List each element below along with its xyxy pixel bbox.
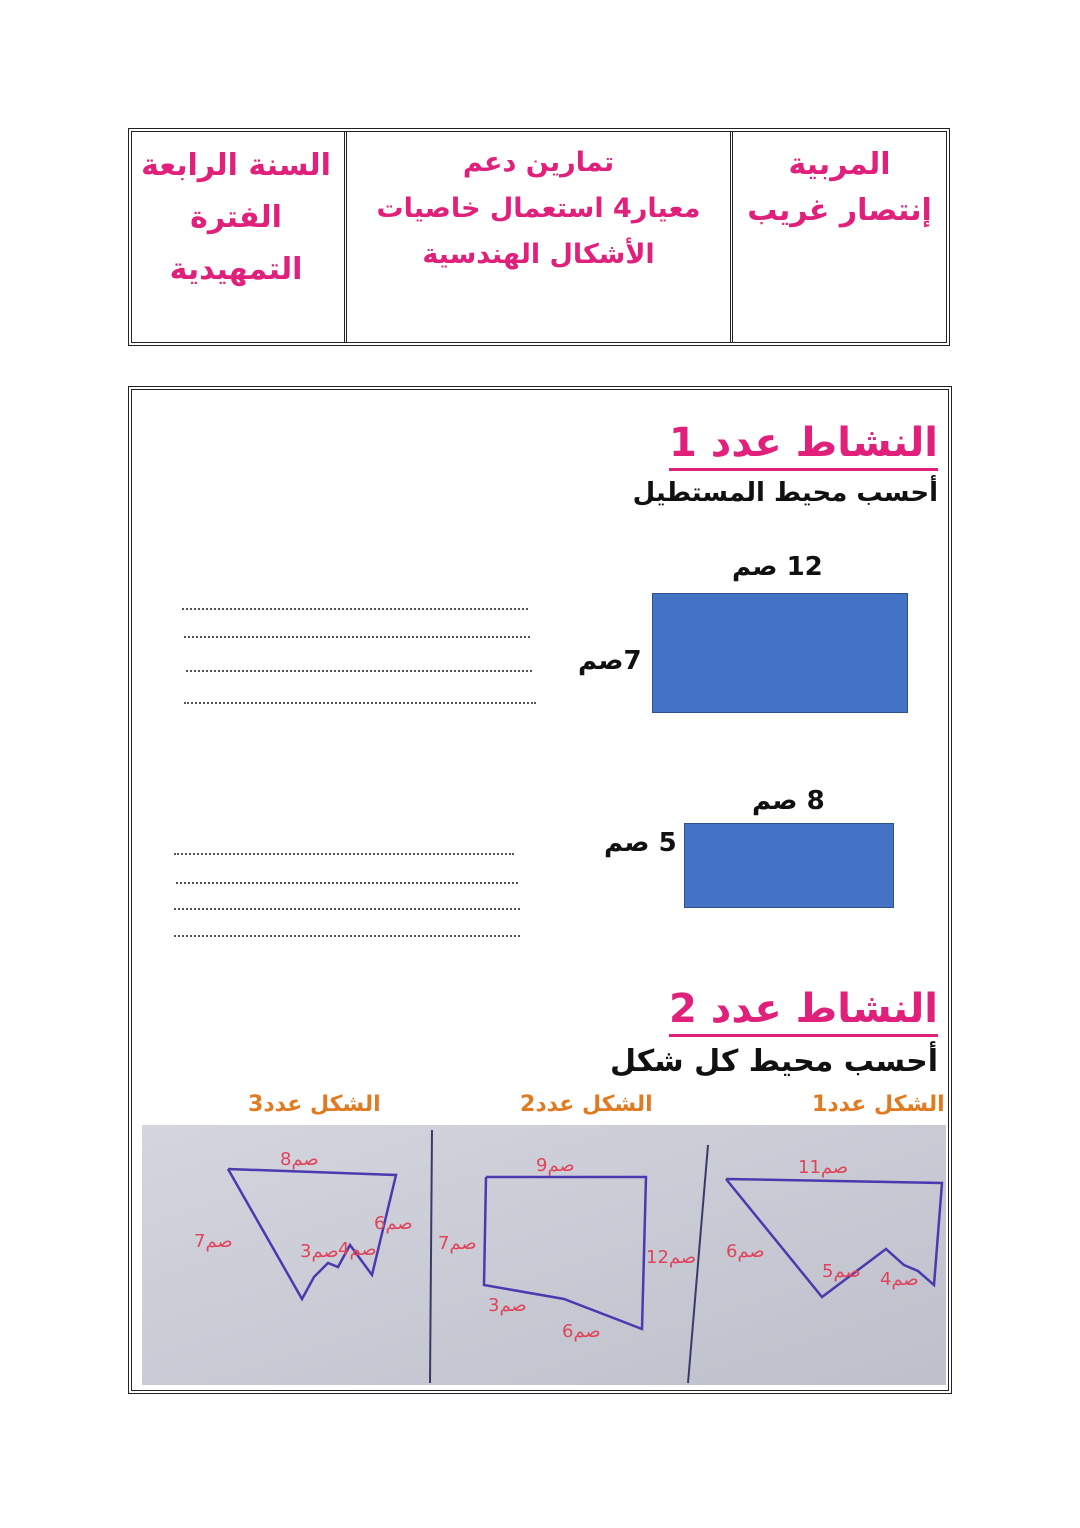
shape1-label: الشكل عدد1	[812, 1092, 945, 1117]
answer-line[interactable]	[182, 608, 528, 610]
shape2-measure: 6صم	[562, 1321, 601, 1342]
grade: السنة الرابعة	[141, 148, 331, 183]
grade-cell	[128, 132, 344, 342]
shape2-measure: 9صم	[536, 1155, 575, 1176]
answer-line[interactable]	[176, 882, 518, 884]
shape3-measure: 4صم	[338, 1239, 377, 1260]
activity1-instruction: أحسب محيط المستطيل	[632, 478, 938, 508]
exercise-cell	[344, 132, 730, 342]
teacher-cell	[730, 132, 946, 342]
header-table	[128, 128, 950, 346]
rectangle-1	[652, 593, 908, 713]
activity2-instruction: أحسب محيط كل شكل	[609, 1044, 938, 1079]
shape3-label: الشكل عدد3	[248, 1092, 381, 1117]
exercise-title: تمارين دعم	[462, 147, 615, 178]
rectangle-2	[684, 823, 894, 908]
criterion: معيار4 استعمال خاصيات	[376, 193, 701, 224]
shape2-measure: 3صم	[488, 1295, 527, 1316]
rect2-length-label: 8 صم	[752, 786, 825, 816]
answer-line[interactable]	[184, 702, 536, 704]
shape2-measure: 7صم	[438, 1233, 477, 1254]
shapes-photo	[142, 1125, 946, 1385]
rect1-length-label: 12 صم	[732, 552, 823, 582]
shape3-measure: 8صم	[280, 1149, 319, 1170]
period-cont: التمهيدية	[169, 252, 303, 287]
shape3-measure: 6صم	[374, 1213, 413, 1234]
rect1-width-label: 7صم	[578, 646, 642, 676]
activity2-title: النشاط عدد 2	[669, 984, 938, 1037]
answer-line[interactable]	[174, 853, 514, 855]
answer-line[interactable]	[186, 670, 532, 672]
criterion-cont: الأشكال الهندسية	[422, 239, 655, 270]
shape1-measure: 5صم	[822, 1261, 861, 1282]
rect2-width-label: 5 صم	[604, 828, 677, 858]
period: الفترة	[190, 200, 282, 235]
shape1-measure: 4صم	[880, 1269, 919, 1290]
teacher-name: إنتصار غريب	[747, 193, 932, 228]
shape1-measure: 6صم	[726, 1241, 765, 1262]
answer-line[interactable]	[174, 908, 520, 910]
answer-line[interactable]	[174, 935, 520, 937]
activity1-title: النشاط عدد 1	[669, 418, 938, 471]
answer-line[interactable]	[184, 636, 530, 638]
shape2-label: الشكل عدد2	[520, 1092, 653, 1117]
shape3-measure: 3صم	[300, 1241, 339, 1262]
shape2-measure: 12صم	[646, 1247, 697, 1268]
shape1-measure: 11صم	[798, 1157, 849, 1178]
teacher-title: المربية	[788, 147, 891, 182]
shape3-measure: 7صم	[194, 1231, 233, 1252]
